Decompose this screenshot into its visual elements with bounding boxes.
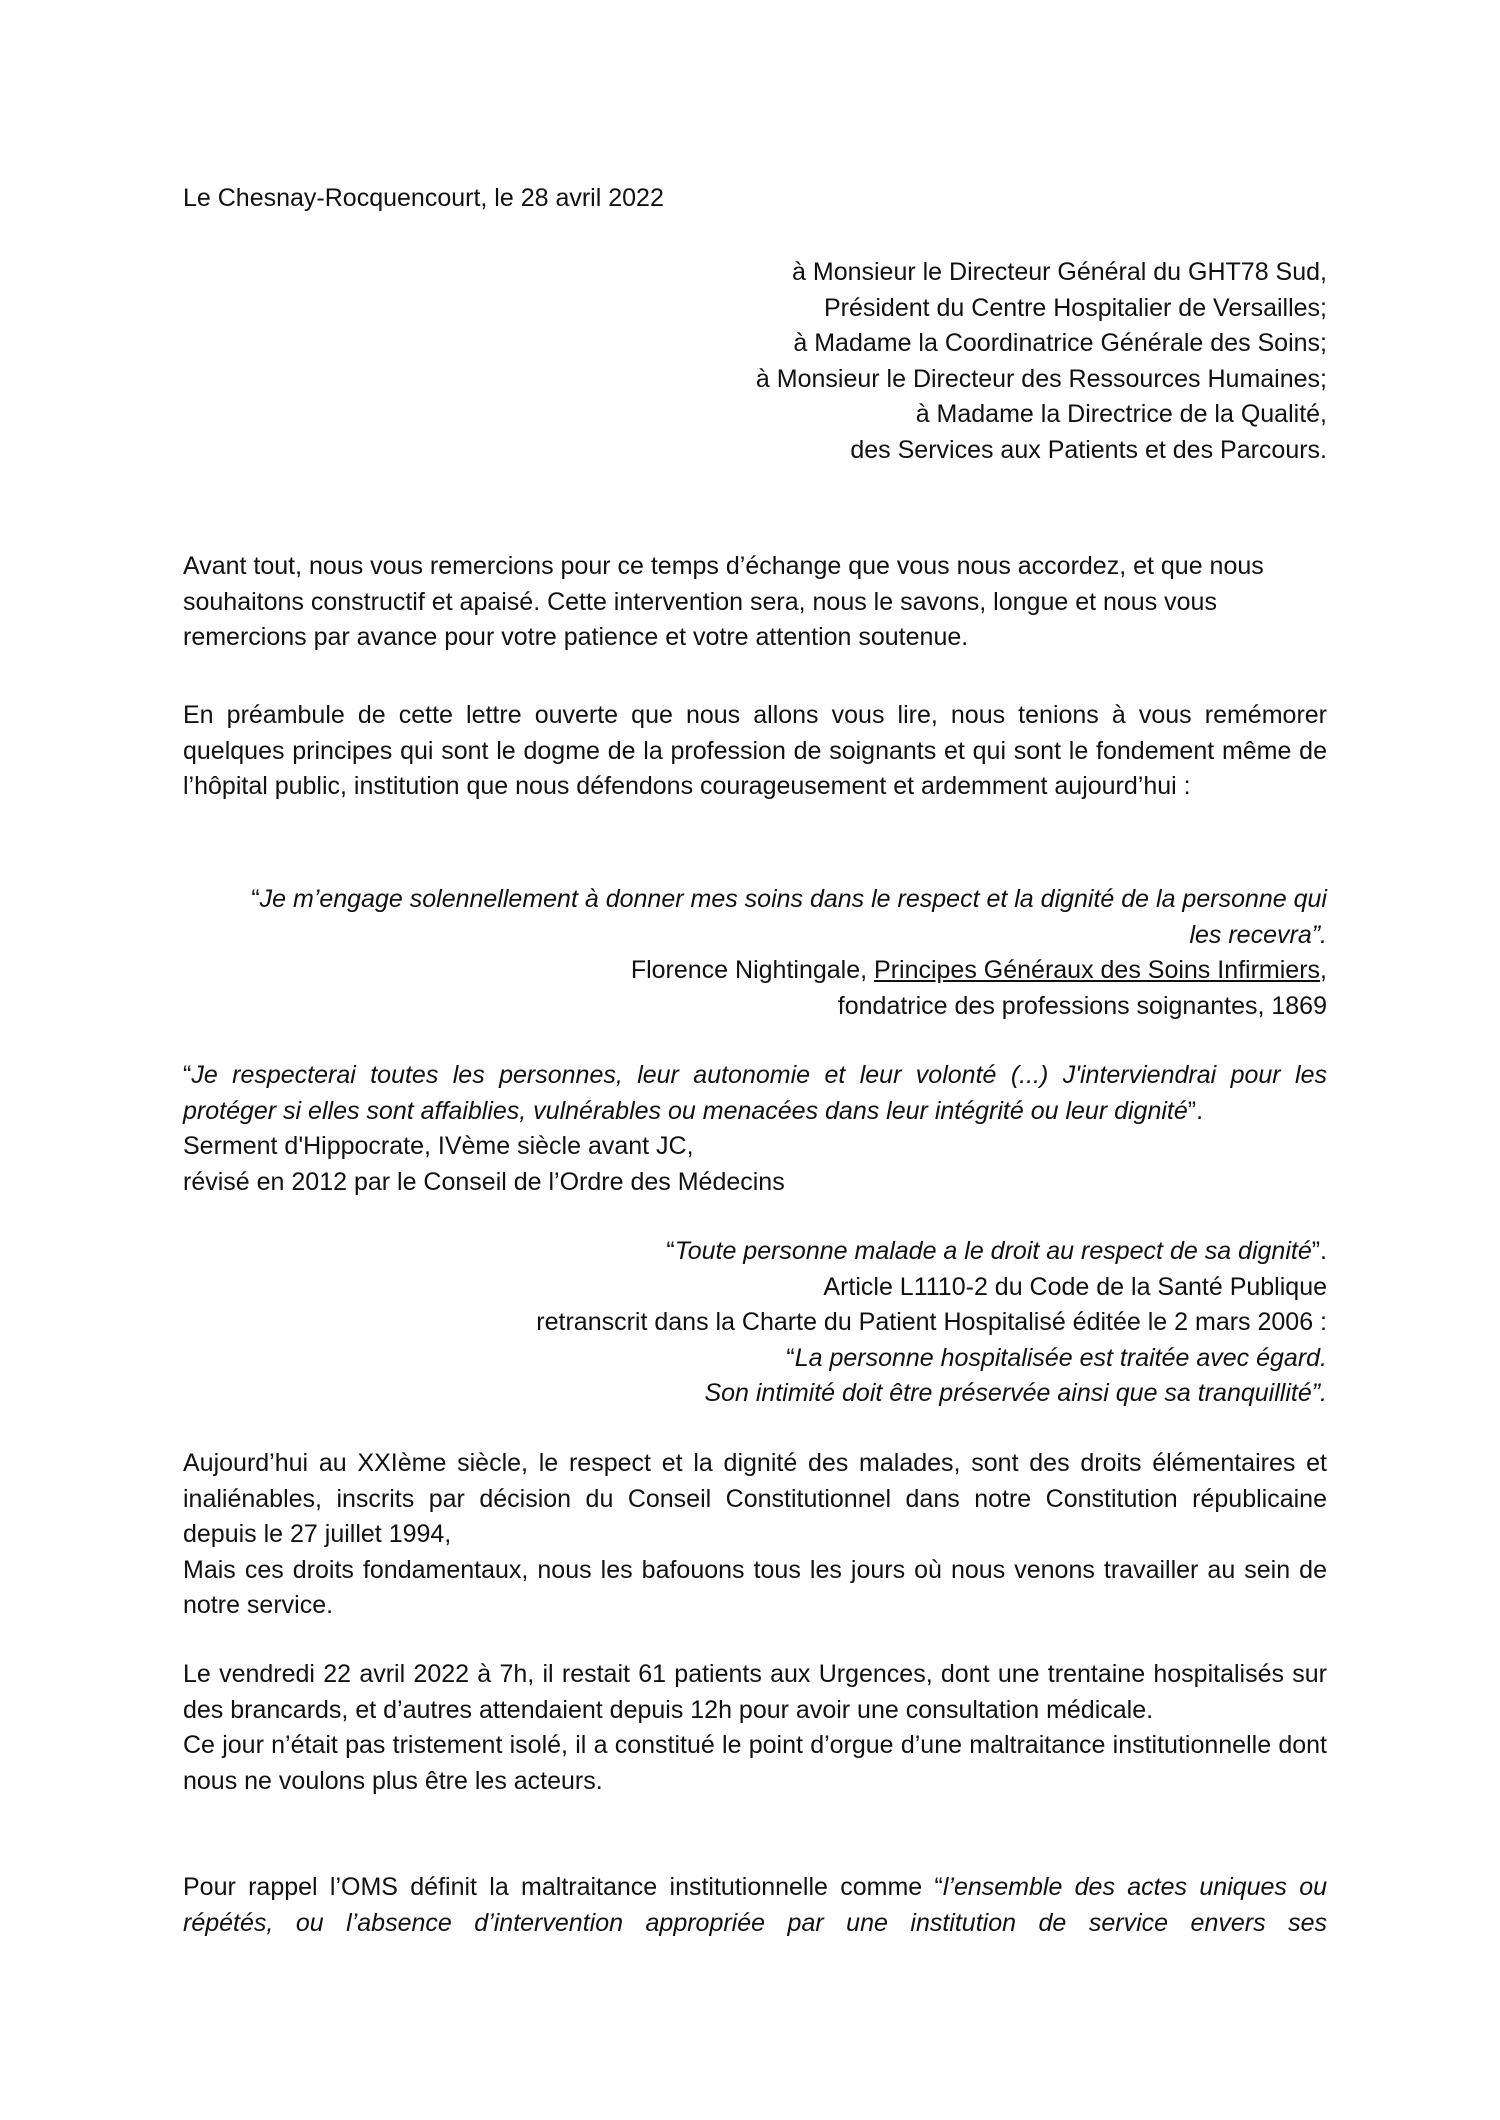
quote-text: Je m’engage solennellement à donner mes soins dans le respect et la dignité de la personne qui les recevra”. [259,885,1327,949]
date-line: Le Chesnay-Rocquencourt, le 28 avril 2022 [183,184,664,212]
recipient-line: à Monsieur le Directeur Général du GHT78 Sud, [792,258,1327,286]
quote-work-title: Principes Généraux des Soins Infirmiers [874,956,1321,984]
oms-paragraph [183,1870,1327,1941]
quote-text: Je respecterai toutes les personnes, leur autonomie et leur volonté (...) J'interviendrai pour les protéger si elles sont affaiblies, vulnérables ou menacées dans leur intégrité ou leur dignité [183,1061,1327,1125]
recipient-line: à Monsieur le Directeur des Ressources Humaines; [755,364,1327,393]
quote-open: “ [786,1343,795,1372]
comma: , [1320,956,1327,984]
recipients-block [183,255,1327,468]
recipient-line: Président du Centre Hospitalier de Versailles; [823,293,1327,322]
quote-close: ”. [1311,1237,1327,1265]
recipient-line: des Services aux Patients et des Parcours. [850,435,1327,464]
quote-code-sante [183,1234,1327,1412]
quote-open: “ [666,1237,675,1265]
intro-paragraph: Avant tout, nous vous remercions pour ce temps d’échange que vous nous accordez, et que nous souhaitons constructif et apaisé. Cette intervention sera, nous le savons, longue et nous vous remercions par avance pour votre patience et votre attention soutenue. [183,552,1264,651]
friday-paragraph [183,1657,1327,1799]
preamble-paragraph: En préambule de cette lettre ouverte que nous allons vous lire, nous tenions à vous remémorer quelques principes qui sont le dogme de la profession de soignants et qui sont le fondement même de l’hôpital public, institution que nous défendons courageusement et ardemment aujourd’hui : [183,701,1327,800]
quote-source: Serment d'Hippocrate, IVème siècle avant JC, [183,1132,694,1160]
quote-close: ”. [1187,1096,1204,1125]
friday-text-1: Le vendredi 22 avril 2022 à 7h, il restait 61 patients aux Urgences, dont une trentaine hospitalisés sur des brancards, et d’autres attendaient depuis 12h pour avoir une consultation médicale. [183,1660,1327,1724]
quote-hippocrate [183,1058,1327,1200]
quote-open: “ [251,885,260,913]
quote-text: Toute personne malade a le droit au respect de sa dignité [674,1237,1312,1265]
quote-open: “ [183,1061,192,1089]
rights-text-2: Mais ces droits fondamentaux, nous les bafouons tous les jours où nous venons travailler au sein de notre service. [183,1555,1327,1619]
quote-source: retranscrit dans la Charte du Patient Hospitalisé éditée le 2 mars 2006 : [536,1308,1327,1336]
quote-author-role: fondatrice des professions soignantes, 1869 [837,991,1327,1020]
oms-lead: Pour rappel l’OMS définit la maltraitance institutionnelle comme “ [183,1873,943,1901]
quote-text: La personne hospitalisée est traitée avec égard. [794,1343,1327,1372]
recipient-line: à Madame la Coordinatrice Générale des Soins; [793,329,1327,357]
friday-text-2: Ce jour n’était pas tristement isolé, il a constitué le point d’orgue d’une maltraitance institutionnelle dont nous ne voulons plus être les acteurs. [183,1731,1327,1795]
quote-source: révisé en 2012 par le Conseil de l’Ordre des Médecins [183,1167,785,1196]
oms-quote: l’ensemble des actes uniques ou répétés, ou l’absence d’intervention appropriée par une institution de service envers ses [183,1873,1328,1937]
rights-text-1: Aujourd’hui au XXIème siècle, le respect et la dignité des malades, sont des droits élémentaires et inaliénables, inscrits par décision du Conseil Constitutionnel dans notre Constitution républicaine depuis le 27 juillet 1994, [183,1449,1327,1548]
rights-paragraph [183,1446,1327,1624]
recipient-line: à Madame la Directrice de la Qualité, [915,400,1327,428]
quote-nightingale [222,882,1327,1024]
quote-author: Florence Nightingale, [630,956,875,984]
quote-source: Article L1110-2 du Code de la Santé Publique [823,1272,1327,1301]
quote-text: Son intimité doit être préservée ainsi que sa tranquillité”. [704,1379,1327,1407]
